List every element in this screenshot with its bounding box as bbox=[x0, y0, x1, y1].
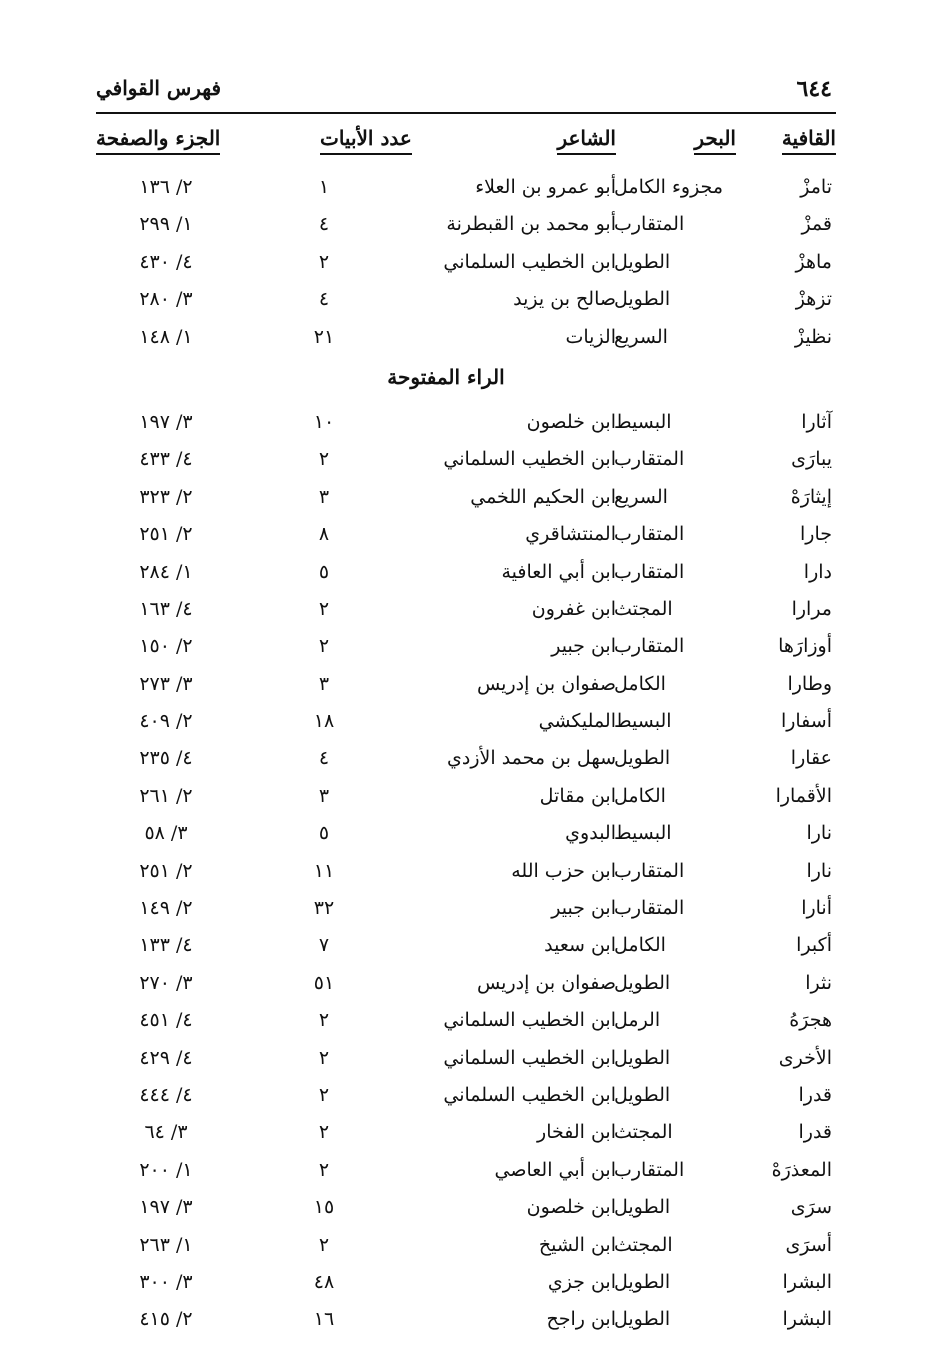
count-cell: ٥١ bbox=[313, 971, 335, 994]
qafiya-cell: عقارا bbox=[790, 747, 832, 770]
shaer-cell: ابن جبير bbox=[551, 635, 616, 658]
count-cell: ٢ bbox=[318, 1046, 330, 1069]
count-cell: ٢ bbox=[318, 597, 330, 620]
bahr-cell: الطويل bbox=[614, 1046, 671, 1069]
table-row bbox=[96, 1117, 836, 1154]
shaer-cell: ابن الخطيب السلماني bbox=[443, 448, 616, 471]
shaer-cell: ابن الشيخ bbox=[538, 1233, 616, 1256]
bahr-cell: المتقارب bbox=[614, 560, 685, 583]
bahr-cell: البسيط bbox=[614, 822, 672, 845]
table-row bbox=[96, 1267, 836, 1304]
table-row bbox=[96, 968, 836, 1005]
count-cell: ٤٨ bbox=[313, 1270, 335, 1293]
shaer-cell: الزيات bbox=[565, 325, 616, 348]
ref-cell: ٤/ ٤٥١ bbox=[139, 1009, 193, 1032]
count-cell: ٣٢ bbox=[313, 897, 335, 920]
table-row bbox=[96, 1155, 836, 1192]
shaer-cell: ابن جبير bbox=[551, 897, 616, 920]
count-cell: ١ bbox=[318, 176, 330, 198]
table-row bbox=[96, 172, 836, 209]
qafiya-cell: ماهزْ bbox=[795, 250, 832, 273]
ref-cell: ١/ ٢٩٩ bbox=[139, 213, 193, 236]
count-cell: ٤ bbox=[318, 213, 330, 236]
table-row bbox=[96, 930, 836, 967]
ref-cell: ١/ ١٤٨ bbox=[139, 325, 193, 348]
ref-cell: ١/ ٢٦٣ bbox=[139, 1233, 193, 1256]
bahr-cell: الكامل bbox=[614, 672, 666, 695]
shaer-cell: المليكشي bbox=[538, 710, 616, 733]
qafiya-cell: نثرا bbox=[805, 971, 832, 994]
qafiya-cell: أسفارا bbox=[780, 710, 832, 733]
count-cell: ٤ bbox=[318, 288, 330, 311]
shaer-cell: المنتشاقري bbox=[525, 523, 616, 546]
count-cell: ١٦ bbox=[313, 1308, 335, 1331]
ref-cell: ٣/ ٢٧٠ bbox=[139, 971, 193, 994]
shaer-cell: ابن الخطيب السلماني bbox=[443, 1083, 616, 1106]
bahr-cell: الطويل bbox=[614, 1308, 671, 1331]
bahr-cell: المتقارب bbox=[614, 635, 685, 658]
ref-cell: ٣/ ٣٠٠ bbox=[139, 1270, 193, 1293]
shaer-cell: ابن جزي bbox=[547, 1270, 616, 1293]
shaer-cell: ابن أبي العافية bbox=[501, 560, 616, 583]
qafiya-cell: وطارا bbox=[787, 672, 832, 695]
count-cell: ٣ bbox=[318, 784, 330, 807]
table-row bbox=[96, 519, 836, 556]
count-cell: ١٥ bbox=[313, 1196, 335, 1219]
column-header-count: عدد الأبيات bbox=[320, 126, 412, 155]
count-cell: ٥ bbox=[318, 822, 330, 845]
bahr-cell: المجتث bbox=[614, 597, 673, 620]
table-row bbox=[96, 482, 836, 519]
qafiya-cell: يبارَى bbox=[791, 448, 832, 471]
qafiya-cell: دارا bbox=[803, 560, 832, 583]
table-row bbox=[96, 1005, 836, 1042]
ref-cell: ٣/ ٢٧٣ bbox=[139, 672, 193, 695]
ref-cell: ٤/ ١٦٣ bbox=[139, 597, 193, 620]
count-cell: ٤ bbox=[318, 747, 330, 770]
index-table bbox=[96, 172, 836, 1342]
qafiya-cell: سرَى bbox=[790, 1196, 832, 1219]
table-row bbox=[96, 818, 836, 855]
bahr-cell: الرمل bbox=[614, 1009, 661, 1032]
table-row bbox=[96, 444, 836, 481]
qafiya-cell: أكبرا bbox=[796, 934, 832, 957]
qafiya-cell: جارا bbox=[800, 523, 832, 546]
count-cell: ٢ bbox=[318, 250, 330, 273]
qafiya-cell: الأقمارا bbox=[775, 784, 832, 807]
bahr-cell: المتقارب bbox=[614, 897, 685, 920]
qafiya-cell: تزهزْ bbox=[795, 288, 832, 311]
count-cell: ٢ bbox=[318, 1233, 330, 1256]
qafiya-cell: المعذرَهْ bbox=[771, 1158, 832, 1181]
ref-cell: ٢/ ٢٥١ bbox=[139, 859, 193, 882]
qafiya-cell: نارا bbox=[806, 859, 832, 882]
ref-cell: ١/ ٢٨٤ bbox=[139, 560, 193, 583]
shaer-cell: ابن أبي العاصي bbox=[494, 1158, 616, 1181]
qafiya-cell: نظيزْ bbox=[794, 325, 832, 348]
count-cell: ٢ bbox=[318, 1083, 330, 1106]
bahr-cell: الطويل bbox=[614, 747, 671, 770]
count-cell: ١٠ bbox=[313, 410, 335, 433]
bahr-cell: البسيط bbox=[614, 410, 672, 433]
bahr-cell: الطويل bbox=[614, 1270, 671, 1293]
qafiya-cell: أنارا bbox=[801, 897, 832, 920]
ref-cell: ٢/ ٢٦١ bbox=[139, 784, 193, 807]
count-cell: ٣ bbox=[318, 485, 330, 508]
bahr-cell: المجتث bbox=[614, 1121, 673, 1144]
shaer-cell: ابن سعيد bbox=[544, 934, 616, 957]
header-rule bbox=[96, 112, 836, 114]
shaer-cell: صفوان بن إدريس bbox=[476, 672, 616, 695]
bahr-cell: الطويل bbox=[614, 288, 671, 311]
ref-cell: ٤/ ٤٢٩ bbox=[139, 1046, 193, 1069]
section-title bbox=[96, 359, 836, 407]
qafiya-cell: الأخرى bbox=[778, 1046, 832, 1069]
ref-cell: ٤/ ٤٣٠ bbox=[139, 250, 193, 273]
bahr-cell: البسيط bbox=[614, 710, 672, 733]
bahr-cell: السريع bbox=[614, 325, 668, 348]
qafiya-cell: هجرَهُ bbox=[789, 1009, 832, 1032]
page-number: ٦٤٤ bbox=[796, 76, 832, 102]
count-cell: ٢١ bbox=[313, 325, 335, 348]
table-row bbox=[96, 594, 836, 631]
shaer-cell: البدوي bbox=[565, 822, 616, 845]
ref-cell: ١/ ٢٠٠ bbox=[139, 1158, 193, 1181]
ref-cell: ٢/ ١٣٦ bbox=[139, 176, 193, 198]
bahr-cell: المتقارب bbox=[614, 859, 685, 882]
shaer-cell: صفوان بن إدريس bbox=[476, 971, 616, 994]
qafiya-cell: أسرَى bbox=[785, 1233, 832, 1256]
bahr-cell: المتقارب bbox=[614, 213, 685, 236]
shaer-cell: سهل بن محمد الأزدي bbox=[447, 747, 616, 770]
column-header-bahr: البحر bbox=[694, 126, 736, 155]
shaer-cell: أبو عمرو بن العلاء bbox=[475, 176, 616, 198]
ref-cell: ٢/ ٤١٥ bbox=[139, 1308, 193, 1331]
table-row bbox=[96, 1230, 836, 1267]
qafiya-cell: آثارا bbox=[801, 410, 832, 433]
count-cell: ١١ bbox=[313, 859, 335, 882]
count-cell: ٧ bbox=[318, 934, 330, 957]
count-cell: ٨ bbox=[318, 523, 330, 546]
count-cell: ٢ bbox=[318, 1121, 330, 1144]
qafiya-cell: قدرا bbox=[798, 1083, 832, 1106]
bahr-cell: الكامل bbox=[614, 784, 666, 807]
count-cell: ٢ bbox=[318, 1009, 330, 1032]
shaer-cell: صالح بن يزيد bbox=[513, 288, 616, 311]
bahr-cell: الطويل bbox=[614, 971, 671, 994]
table-row bbox=[96, 557, 836, 594]
qafiya-cell: تامزْ bbox=[800, 176, 832, 198]
ref-cell: ٤/ ١٣٣ bbox=[139, 934, 193, 957]
ref-cell: ٢/ ١٤٩ bbox=[139, 897, 193, 920]
bahr-cell: الطويل bbox=[614, 1083, 671, 1106]
shaer-cell: ابن الفخار bbox=[537, 1121, 616, 1144]
count-cell: ٥ bbox=[318, 560, 330, 583]
ref-cell: ٤/ ٤٤٤ bbox=[139, 1083, 193, 1106]
shaer-cell: أبو محمد بن القبطرنة bbox=[446, 213, 616, 236]
section-title-text: الراء المفتوحة bbox=[387, 364, 505, 389]
shaer-cell: ابن غفرون bbox=[531, 597, 616, 620]
table-row bbox=[96, 247, 836, 284]
page-header bbox=[96, 76, 832, 112]
column-header-ref: الجزء والصفحة bbox=[96, 126, 220, 155]
ref-cell: ٤/ ٢٣٥ bbox=[139, 747, 193, 770]
column-header-shaer: الشاعر bbox=[557, 126, 616, 155]
ref-cell: ٢/ ٤٠٩ bbox=[139, 710, 193, 733]
table-row bbox=[96, 209, 836, 246]
table-row bbox=[96, 856, 836, 893]
count-cell: ١٨ bbox=[313, 710, 335, 733]
table-row bbox=[96, 631, 836, 668]
bahr-cell: المتقارب bbox=[614, 1158, 685, 1181]
table-row bbox=[96, 407, 836, 444]
table-row bbox=[96, 284, 836, 321]
count-cell: ٢ bbox=[318, 635, 330, 658]
table-row bbox=[96, 322, 836, 359]
bahr-cell: مجزوء الكامل bbox=[614, 176, 723, 198]
qafiya-cell: أوزارَها bbox=[778, 635, 832, 658]
running-title: فهرس القوافي bbox=[96, 76, 222, 100]
table-row bbox=[96, 893, 836, 930]
shaer-cell: ابن مقاتل bbox=[539, 784, 616, 807]
qafiya-cell: البشرا bbox=[782, 1270, 832, 1293]
table-row bbox=[96, 743, 836, 780]
count-cell: ٢ bbox=[318, 448, 330, 471]
ref-cell: ٣/ ١٩٧ bbox=[139, 1196, 193, 1219]
ref-cell: ٣/ ٢٨٠ bbox=[139, 288, 193, 311]
ref-cell: ٣/ ١٩٧ bbox=[139, 410, 193, 433]
table-row bbox=[96, 1080, 836, 1117]
bahr-cell: الكامل bbox=[614, 934, 666, 957]
ref-cell: ٢/ ١٥٠ bbox=[139, 635, 193, 658]
column-header-qafiya: القافية bbox=[782, 126, 836, 155]
qafiya-cell: مرارا bbox=[791, 597, 832, 620]
table-row bbox=[96, 1192, 836, 1229]
bahr-cell: المتقارب bbox=[614, 448, 685, 471]
qafiya-cell: إيثارَهْ bbox=[790, 485, 832, 508]
table-row bbox=[96, 1043, 836, 1080]
shaer-cell: ابن الخطيب السلماني bbox=[443, 1009, 616, 1032]
shaer-cell: ابن الحكيم اللخمي bbox=[470, 485, 616, 508]
shaer-cell: ابن الخطيب السلماني bbox=[443, 1046, 616, 1069]
qafiya-cell: قمزْ bbox=[801, 213, 832, 236]
shaer-cell: ابن الخطيب السلماني bbox=[443, 250, 616, 273]
shaer-cell: ابن راجح bbox=[546, 1308, 616, 1331]
qafiya-cell: قدرا bbox=[798, 1121, 832, 1144]
ref-cell: ٢/ ٣٢٣ bbox=[139, 485, 193, 508]
shaer-cell: ابن خلصون bbox=[526, 1196, 616, 1219]
bahr-cell: السريع bbox=[614, 485, 668, 508]
table-row bbox=[96, 706, 836, 743]
bahr-cell: المجتث bbox=[614, 1233, 673, 1256]
ref-cell: ٣/ ٦٤ bbox=[144, 1121, 188, 1144]
shaer-cell: ابن خلصون bbox=[526, 410, 616, 433]
qafiya-cell: نارا bbox=[806, 822, 832, 845]
column-headers bbox=[96, 126, 836, 166]
bahr-cell: الطويل bbox=[614, 250, 671, 273]
count-cell: ٢ bbox=[318, 1158, 330, 1181]
table-row bbox=[96, 1304, 836, 1341]
bahr-cell: المتقارب bbox=[614, 523, 685, 546]
bahr-cell: الطويل bbox=[614, 1196, 671, 1219]
ref-cell: ٣/ ٥٨ bbox=[144, 822, 188, 845]
shaer-cell: ابن حزب الله bbox=[511, 859, 616, 882]
table-row bbox=[96, 781, 836, 818]
ref-cell: ٤/ ٤٣٣ bbox=[139, 448, 193, 471]
ref-cell: ٢/ ٢٥١ bbox=[139, 523, 193, 546]
qafiya-cell: البشرا bbox=[782, 1308, 832, 1331]
count-cell: ٣ bbox=[318, 672, 330, 695]
table-row bbox=[96, 669, 836, 706]
